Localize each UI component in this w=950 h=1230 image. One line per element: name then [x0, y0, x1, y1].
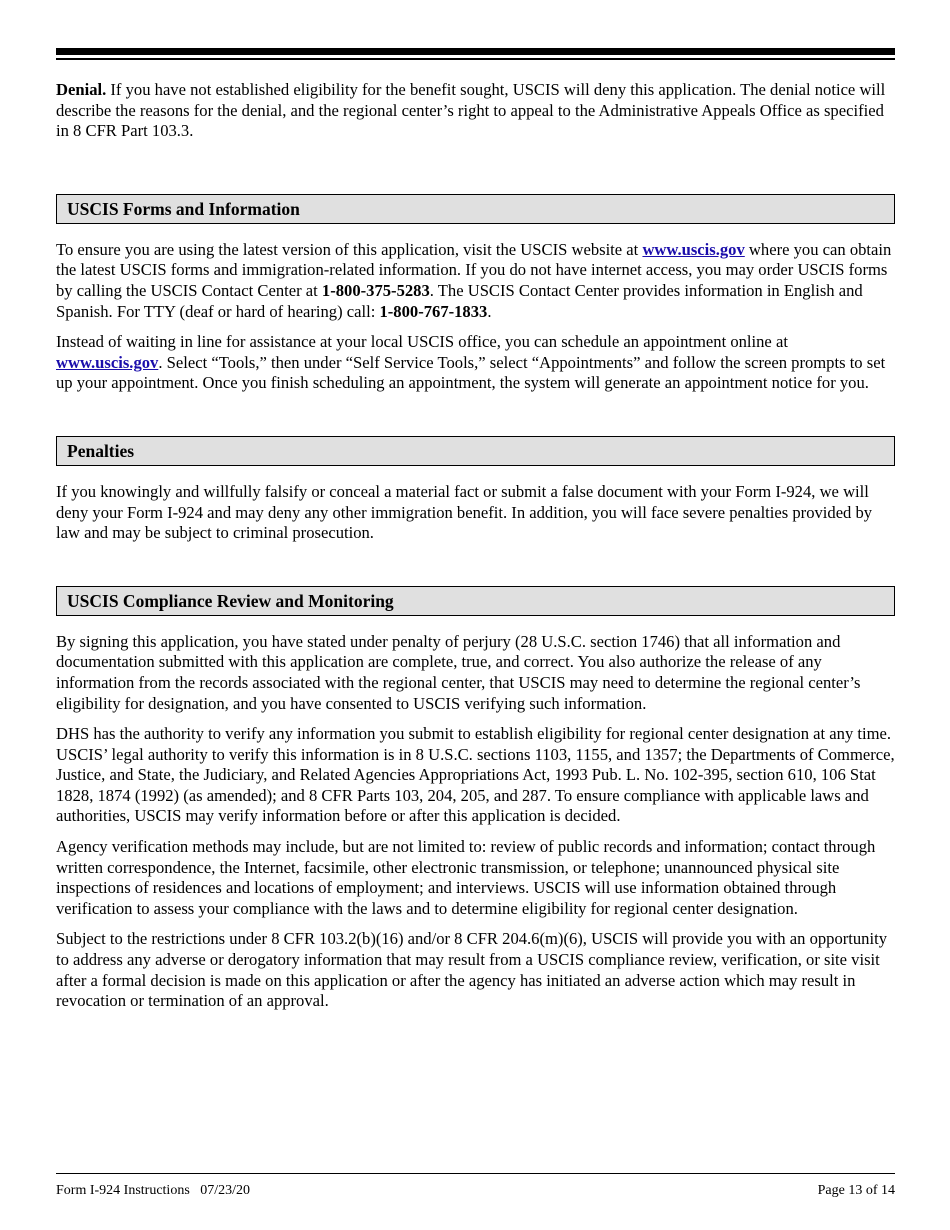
compliance-paragraph-3: Agency verification methods may include, but are not limited to: review of public records and information; contact through written correspondence, the Internet, facsimile, other electronic transmission, or telephone; unannounced physical site inspections of residences and locations of employment; and interviews. USCIS will use information obtained through verification to assess your compliance with the laws and to determine eligibility for regional center designation.	[56, 837, 876, 918]
document-page	[56, 0, 895, 1230]
compliance-paragraph-4: Subject to the restrictions under 8 CFR 103.2(b)(16) and/or 8 CFR 204.6(m)(6), USCIS will provide you with an opportunity to address any adverse or derogatory information that may result from a USCIS compliance review, verification, or site visit after a formal decision is made on this application or after the agency has initiated an adverse action which may result in revocation or termination of an approval.	[56, 929, 888, 1011]
footer-rule	[56, 1173, 895, 1174]
footer-form-id: Form I-924 Instructions 07/23/20	[56, 1183, 251, 1198]
forms-info-text: To ensure you are using the latest version of this application, visit the USCIS website at	[56, 239, 643, 259]
penalties-paragraph: If you knowingly and willfully falsify or conceal a material fact or submit a false document with your Form I-924, we will deny your Form I-924 and may deny any other immigration benefit. In addition, you will face severe penalties provided by law and may be subject to criminal prosecution.	[56, 481, 873, 543]
denial-paragraph	[56, 80, 895, 142]
forms-info-text: . The USCIS Contact Center provides information in English and Spanish. For TTY (deaf or hard of hearing) call:	[56, 280, 863, 321]
penalties-heading: Penalties	[56, 436, 895, 466]
tty-phone: 1-800-767-1833	[379, 301, 488, 321]
forms-info-paragraph-2	[56, 332, 895, 394]
forms-info-text: .	[487, 301, 492, 321]
uscis-appointment-link[interactable]: www.uscis.gov	[56, 352, 159, 372]
compliance-paragraph-1: By signing this application, you have stated under penalty of perjury (28 U.S.C. section 1746) that all information and documentation submitted with this application are complete, true, and correct. You also authorize the release of any information from the records associated with the regional center, that USCIS may need to determine the regional center’s eligibility for designation, and you have consented to USCIS verifying such information.	[56, 631, 861, 713]
header-rule-thick	[56, 48, 895, 55]
uscis-website-link[interactable]: www.uscis.gov	[642, 239, 745, 259]
forms-info-heading: USCIS Forms and Information	[56, 194, 895, 224]
forms-info-text: . Select “Tools,” then under “Self Service Tools,” select “Appointments” and follow the screen prompts to set up your appointment. Once you finish scheduling an appointment, the system will generate an appointment notice for you.	[56, 352, 886, 393]
forms-info-text: where you can obtain the latest USCIS forms and immigration-related information. If you do not have internet access, you may order USCIS forms by calling the USCIS Contact Center at	[56, 239, 892, 300]
denial-text: If you have not established eligibility for the benefit sought, USCIS will deny this application. The denial notice will describe the reasons for the denial, and the regional center’s right to appeal to the Administrative Appeals Office as specified in 8 CFR Part 103.3.	[56, 80, 886, 141]
denial-label: Denial.	[56, 80, 107, 99]
compliance-heading: USCIS Compliance Review and Monitoring	[56, 586, 895, 616]
forms-info-paragraph-1	[56, 240, 895, 322]
page-content	[56, 80, 895, 1022]
compliance-paragraph-2: DHS has the authority to verify any information you submit to establish eligibility for regional center designation at any time. USCIS’ legal authority to verify this information is in 8 U.S.C. sections 1103, 1155, and 1357; the Departments of Commerce, Justice, and State, the Judiciary, and Related Agencies Appropriations Act, 1993 Pub. L. No. 102-395, section 610, 106 Stat 1828, 1874 (1992) (as amended); and 8 CFR Parts 103, 204, 205, and 287. To ensure compliance with applicable laws and authorities, USCIS may verify information before or after this application is decided.	[56, 724, 895, 826]
forms-info-text: Instead of waiting in line for assistance at your local USCIS office, you can schedule an appointment online at	[56, 332, 788, 352]
contact-center-phone: 1-800-375-5283	[321, 280, 430, 300]
header-rule-thin	[56, 58, 895, 60]
footer-page-number: Page 13 of 14	[817, 1183, 895, 1198]
